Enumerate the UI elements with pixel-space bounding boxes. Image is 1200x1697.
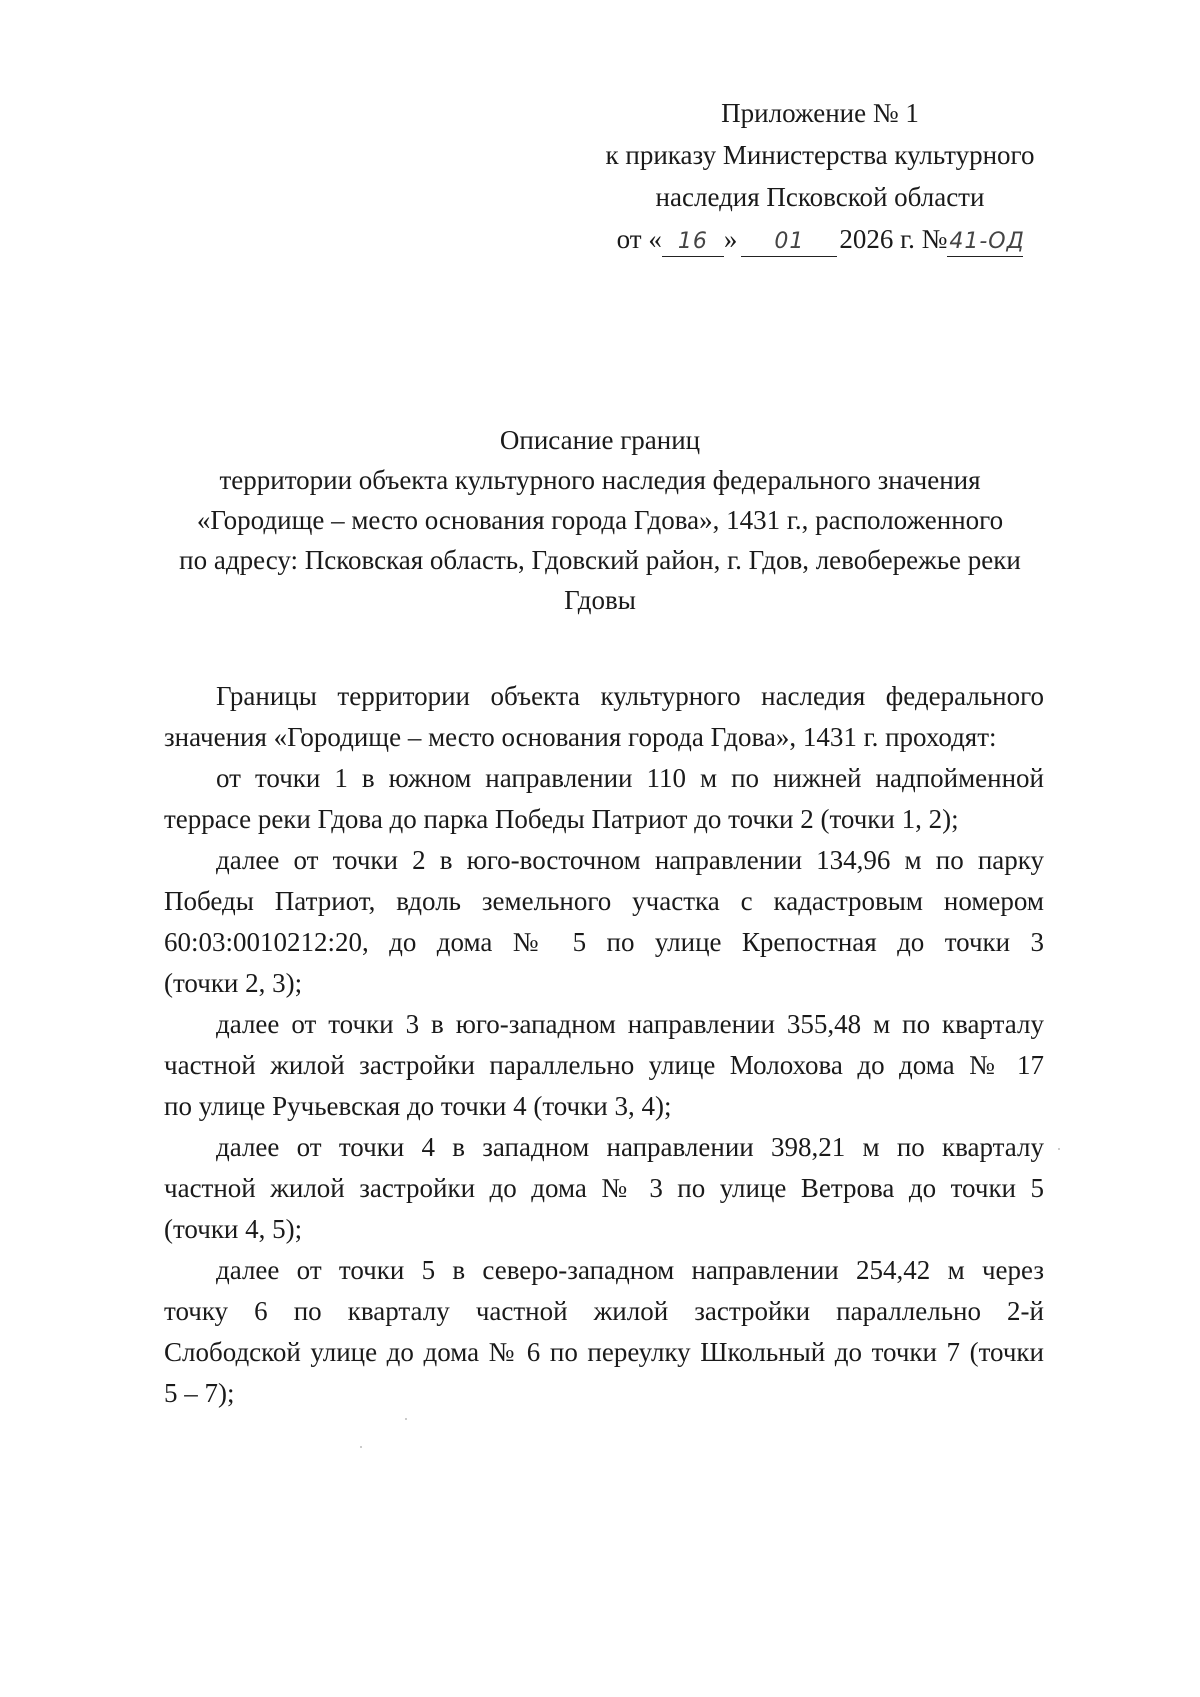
- handwritten-month: 01: [741, 228, 837, 257]
- text-line: далее от точки 4 в западном направлении 398,21 м по кварталу: [216, 1132, 1044, 1162]
- appendix-number: Приложение № 1: [721, 98, 919, 128]
- document-body: [164, 676, 1044, 1414]
- order-date-line: [560, 218, 1080, 260]
- text-line: от точки 1 в южном направлении 110 м по нижней надпойменной: [216, 763, 1044, 793]
- scan-speck: [405, 1418, 407, 1420]
- text-line: 60:03:0010212:20, до дома № 5 по улице Крепостная до точки 3: [164, 927, 1044, 957]
- text-line: частной жилой застройки параллельно улице Молохова до дома № 17: [164, 1050, 1044, 1080]
- text-line: далее от точки 2 в юго-восточном направлении 134,96 м по парку: [216, 845, 1044, 875]
- paragraph-intro: [164, 676, 1044, 758]
- date-year: 2026 г. №: [839, 224, 948, 254]
- title-line-1: Описание границ: [499, 425, 701, 455]
- text-line: (точки 4, 5);: [164, 1214, 303, 1244]
- text-line: Границы территории объекта культурного наследия федерального: [216, 681, 1044, 711]
- document-title: [150, 420, 1050, 620]
- paragraph-segment-5-7: [164, 1250, 1044, 1414]
- order-reference: к приказу Министерства культурного: [605, 140, 1035, 170]
- paragraph-segment-3-4: [164, 1004, 1044, 1127]
- text-line: значения «Городище – место основания города Гдова», 1431 г. проходят:: [164, 722, 997, 752]
- text-line: Победы Патриот, вдоль земельного участка с кадастровым номером: [164, 886, 1044, 916]
- text-line: по улице Ручьевская до точки 4 (точки 3, 4);: [164, 1091, 672, 1121]
- date-mid: »: [723, 224, 738, 254]
- title-line-3: «Городище – место основания города Гдова», 1431 г., расположенного: [196, 505, 1004, 535]
- text-line: Слободской улице до дома № 6 по переулку Школьный до точки 7 (точки: [164, 1337, 1044, 1367]
- title-line-2: территории объекта культурного наследия федерального значения: [219, 465, 981, 495]
- scan-speck: [360, 1446, 362, 1448]
- paragraph-segment-2-3: [164, 840, 1044, 1004]
- appendix-header: [560, 92, 1080, 260]
- paragraph-segment-4-5: [164, 1127, 1044, 1250]
- text-line: террасе реки Гдова до парка Победы Патриот до точки 2 (точки 1, 2);: [164, 804, 959, 834]
- text-line: точку 6 по кварталу частной жилой застройки параллельно 2-й: [164, 1296, 1044, 1326]
- title-line-5: Гдовы: [564, 585, 636, 615]
- scan-speck: [1058, 1148, 1060, 1150]
- text-line: 5 – 7);: [164, 1378, 235, 1408]
- handwritten-day: 16: [662, 228, 724, 257]
- text-line: (точки 2, 3);: [164, 968, 303, 998]
- date-prefix: от «: [616, 224, 662, 254]
- text-line: частной жилой застройки до дома № 3 по улице Ветрова до точки 5: [164, 1173, 1044, 1203]
- handwritten-order-number: 41-ОД: [947, 228, 1023, 257]
- ministry-name: наследия Псковской области: [655, 182, 985, 212]
- title-line-4: по адресу: Псковская область, Гдовский район, г. Гдов, левобережье реки: [179, 545, 1021, 575]
- text-line: далее от точки 5 в северо-западном направлении 254,42 м через: [216, 1255, 1044, 1285]
- paragraph-segment-1-2: [164, 758, 1044, 840]
- text-line: далее от точки 3 в юго-западном направлении 355,48 м по кварталу: [216, 1009, 1044, 1039]
